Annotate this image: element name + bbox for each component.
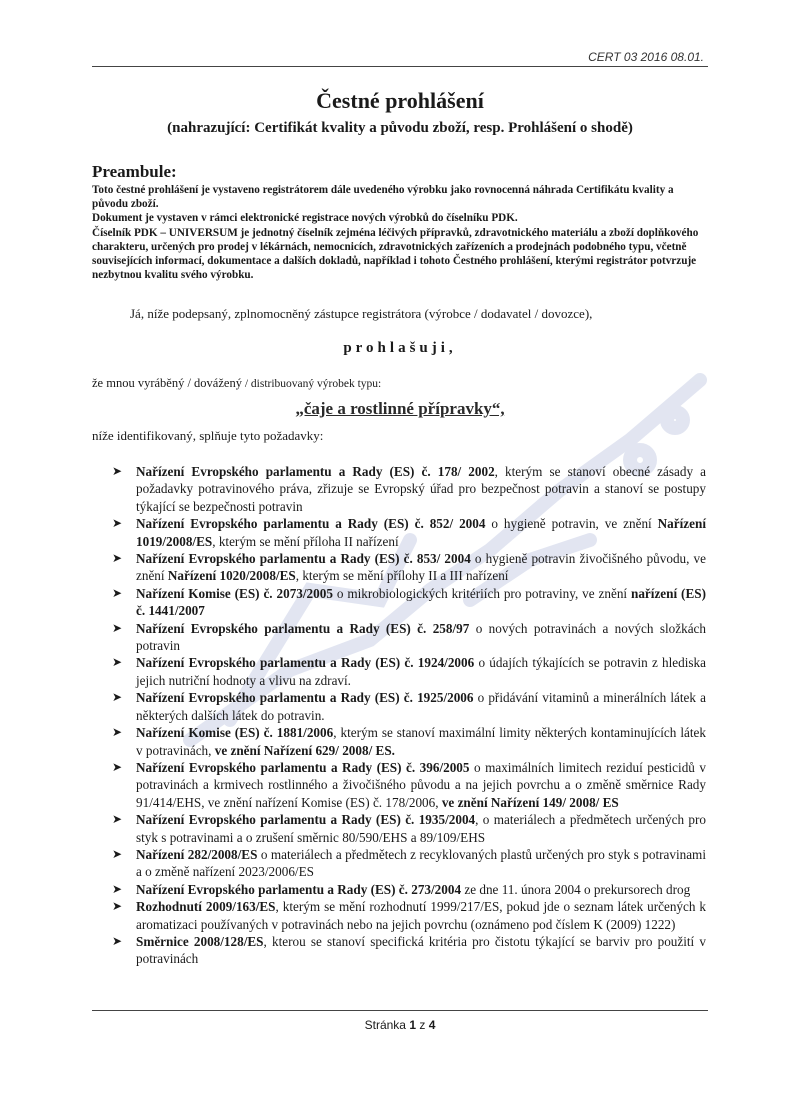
requirement-regulation: Nařízení Komise (ES) č. 2073/2005: [136, 585, 333, 601]
requirement-description: , kterým se mění rozhodnutí 1999/217/ES, pokud jde o seznam látek určených k aromatizaci používaných v potravinách nebo na jejich povrchu (oznámeno pod číslem K (2009) 1222): [136, 899, 707, 932]
requirement-item: [112, 620, 706, 655]
requirement-regulation: Směrnice 2008/128/ES: [136, 933, 264, 949]
requirement-description-cont: , kterým se mění příloha II nařízení: [212, 533, 399, 549]
requirement-amendment: ve znění Nařízení 149/ 2008/ ES: [441, 794, 619, 810]
requirement-item: [112, 585, 706, 620]
requirement-item: [112, 759, 706, 811]
requirement-amendment: Nařízení 1019/2008/ES: [136, 516, 706, 549]
preamble-paragraph: Toto čestné prohlášení je vystaveno registrátorem dále uvedeného výrobku jako rovnocenná náhrada Certifikátu kvality a původu zboží.: [92, 184, 674, 211]
requirement-item: [112, 933, 706, 968]
requirement-description: , o materiálech a předmětech určených pro styk s potravinami a o zrušení směrnic 80/590/EHS a 89/109/EHS: [136, 812, 706, 845]
requirement-description: o mikrobiologických kritériích pro potraviny, ve znění: [332, 585, 631, 601]
page-footer: [0, 1018, 800, 1032]
arrowhead-bullet-icon: ➤: [112, 551, 123, 566]
requirement-item: [112, 724, 706, 759]
arrowhead-bullet-icon: ➤: [112, 585, 123, 600]
requirement-description: o údajích týkajících se potravin z hlediska jejich nutriční hodnoty a vlivu na zdraví.: [136, 655, 706, 688]
declaration-intro: Já, níže podepsaný, zplnomocněný zástupce registrátora (výrobce / dodavatel / dovozce),: [130, 306, 593, 321]
arrowhead-bullet-icon: ➤: [112, 759, 123, 774]
requirement-item: [112, 689, 706, 724]
requirement-regulation: Nařízení Evropského parlamentu a Rady (ES) č. 852/ 2004: [136, 516, 486, 532]
requirement-description: o nových potravinách a nových složkách potravin: [136, 620, 706, 654]
arrowhead-bullet-icon: ➤: [112, 620, 123, 635]
requirement-regulation: Nařízení Evropského parlamentu a Rady (ES) č. 273/2004: [136, 881, 462, 897]
requirement-regulation: Nařízení Evropského parlamentu a Rady (ES) č. 396/2005: [136, 759, 470, 775]
preamble-heading: Preambule:: [92, 162, 177, 181]
requirement-description: o hygieně potravin živočišného původu, ve znění: [136, 551, 706, 584]
product-type: „čaje a rostlinné přípravky“,: [295, 399, 505, 418]
requirement-description: , kterým se stanoví maximální limity některých kontaminujících látek v potravinách,: [136, 725, 706, 758]
requirement-item: [112, 846, 706, 881]
requirement-regulation: Nařízení Evropského parlamentu a Rady (ES) č. 178/ 2002: [136, 464, 495, 479]
requirement-description: , kterým se stanoví obecné zásady a požadavky potravinového práva, zřizuje se Evropský úřad pro bezpečnost potravin a stanoví se postupy týkající se bezpečnosti potravin: [136, 464, 706, 514]
arrowhead-bullet-icon: ➤: [112, 933, 123, 948]
arrowhead-bullet-icon: ➤: [112, 881, 123, 896]
product-type-line: [92, 376, 381, 391]
requirement-item: [112, 654, 706, 689]
requirement-item: [112, 811, 706, 846]
requirement-amendment: ve znění Nařízení 629/ 2008/ ES.: [214, 742, 395, 758]
requirement-item: [112, 898, 706, 933]
requirement-item: [112, 550, 706, 585]
requirement-amendment: nařízení (ES) č. 1441/2007: [136, 585, 706, 619]
requirement-regulation: Rozhodnutí 2009/163/ES: [136, 899, 276, 915]
arrowhead-bullet-icon: ➤: [112, 516, 123, 531]
requirement-description-cont: , kterým se mění přílohy II a III nařízení: [295, 568, 509, 584]
requirement-item: [112, 515, 706, 550]
document-subtitle: (nahrazující: Certifikát kvality a původu zboží, resp. Prohlášení o shodě): [167, 120, 633, 136]
requirement-regulation: Nařízení 282/2008/ES: [136, 846, 258, 862]
requirement-description: o přidávání vitaminů a minerálních látek a některých dalších látek do potravin.: [136, 690, 706, 723]
arrowhead-bullet-icon: ➤: [112, 846, 123, 861]
arrowhead-bullet-icon: ➤: [112, 725, 123, 740]
requirement-regulation: Nařízení Evropského parlamentu a Rady (ES) č. 1924/2006: [136, 655, 475, 671]
requirements-list: [112, 463, 706, 968]
requirement-item: [112, 463, 706, 515]
requirement-description: o maximálních limitech reziduí pesticidů v potravinách a krmivech rostlinného a živočišného původu a na jejich povrchu a o změně směrnice Rady 91/414/EHS, ve znění nařízení Komise (ES) č. 178/2006,: [136, 759, 706, 810]
requirement-regulation: Nařízení Komise (ES) č. 1881/2006: [136, 725, 334, 741]
identified-requirements-line: níže identifikovaný, splňuje tyto požadavky:: [92, 428, 324, 443]
requirement-description: , kterou se stanoví specifická kritéria pro čistotu týkající se barviv pro použití v potravinách: [136, 933, 706, 967]
arrowhead-bullet-icon: ➤: [112, 899, 123, 914]
requirement-item: [112, 881, 706, 898]
requirement-regulation: Nařízení Evropského parlamentu a Rady (ES) č. 1935/2004: [136, 812, 476, 828]
product-suffix: / distribuovaný výrobek typu:: [241, 378, 382, 390]
requirement-description: o hygieně potravin, ve znění: [485, 516, 658, 532]
declaration-word: prohlašuji,: [343, 340, 457, 356]
document-title: Čestné prohlášení: [316, 88, 484, 113]
requirement-regulation: Nařízení Evropského parlamentu a Rady (ES) č. 853/ 2004: [136, 551, 471, 567]
page-number: 1: [409, 1018, 416, 1032]
preamble-paragraph: Číselník PDK – UNIVERSUM je jednotný číselník zejména léčivých přípravků, zdravotnického materiálu a zboží doplňkového charakteru, určených pro prodej v lékárnách, nemocnicích, zdravotnických zařízeních a prodejnách podobného typu, včetně souvisejících informací, dokumentace a dalších dokladů, například i tohoto Čestného prohlášení, kterými registrátor potvrzuje nezbytnou kvalitu svého výrobku.: [92, 226, 699, 282]
page-total: 4: [428, 1018, 436, 1032]
document-reference: CERT 03 2016 08.01.: [588, 50, 704, 64]
product-prefix: že mnou vyráběný / dovážený: [92, 376, 242, 390]
page-word: Stránka: [364, 1018, 406, 1032]
arrowhead-bullet-icon: ➤: [112, 812, 123, 827]
arrowhead-bullet-icon: ➤: [112, 690, 123, 705]
requirement-regulation: Nařízení Evropského parlamentu a Rady (ES) č. 1925/2006: [136, 690, 474, 706]
requirement-regulation: Nařízení Evropského parlamentu a Rady (ES) č. 258/97: [136, 620, 470, 636]
arrowhead-bullet-icon: ➤: [112, 464, 123, 478]
arrowhead-bullet-icon: ➤: [112, 655, 123, 670]
requirement-description: o materiálech a předmětech z recyklovaných plastů určených pro styk s potravinami a o změně nařízení 2023/2006/ES: [136, 846, 706, 880]
preamble-paragraph: Dokument je vystaven v rámci elektronické registrace nových výrobků do číselníku PDK.: [92, 212, 518, 225]
preamble-text: [92, 183, 710, 282]
header-divider: [92, 66, 708, 67]
requirement-amendment: Nařízení 1020/2008/ES: [167, 568, 296, 584]
footer-divider: [92, 1010, 708, 1011]
page-of-word: z: [419, 1018, 426, 1032]
requirement-description: ze dne 11. února 2004 o prekursorech drog: [461, 881, 691, 897]
